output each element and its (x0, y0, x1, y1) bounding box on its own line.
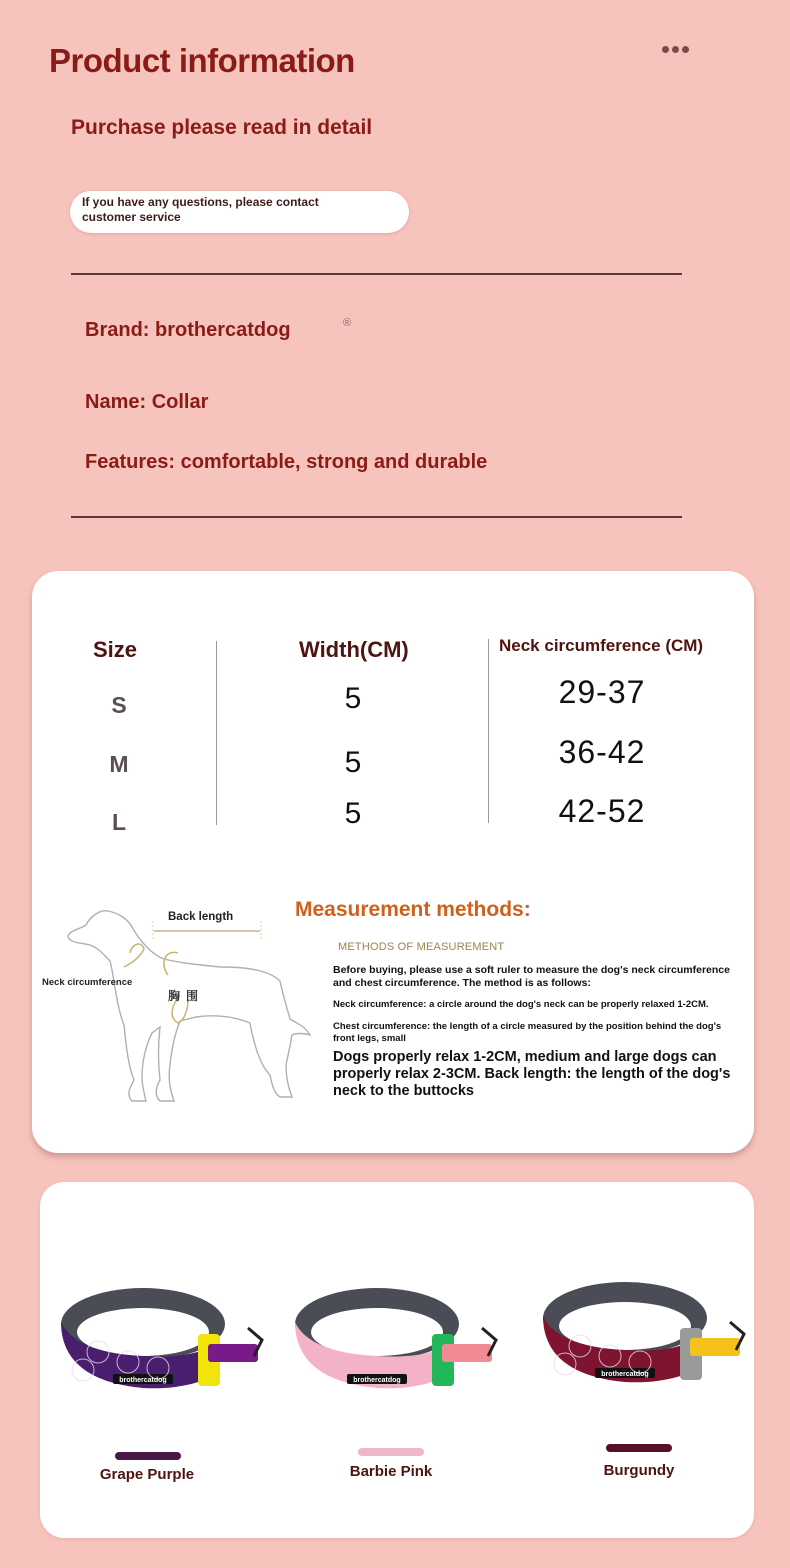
color-swatch (606, 1444, 672, 1452)
neck-cell: 29-37 (558, 674, 646, 710)
neck-cell: 36-42 (558, 734, 646, 770)
measurement-relax: Dogs properly relax 1-2CM, medium and large dogs can properly relax 2-3CM. Back length: the length of the dog's neck to the buttocks (333, 1049, 731, 1099)
chest-circumference-label: 胸围 (168, 989, 205, 1003)
neck-cell: 42-52 (558, 793, 646, 829)
header-size: Size (93, 637, 138, 662)
page-title: Product information (49, 42, 355, 79)
header-width: Width(CM) (299, 637, 409, 662)
neck-arrow (124, 944, 144, 967)
column-divider (216, 641, 217, 825)
divider-bottom (71, 516, 682, 518)
subtitle: Purchase please read in detail (71, 116, 373, 139)
collar-image (58, 1282, 268, 1402)
collar-image (292, 1282, 502, 1402)
collar-image (540, 1276, 750, 1396)
brand-tag: brothercatdog (601, 1371, 649, 1378)
measurement-title: Measurement methods: (295, 898, 531, 921)
neck-circumference-label: Neck circumference (42, 977, 133, 988)
features-line: Features: comfortable, strong and durable (85, 451, 488, 473)
more-dots-icon[interactable] (662, 46, 689, 53)
width-cell: 5 (344, 797, 362, 830)
color-swatch (115, 1452, 181, 1460)
brand-tag: brothercatdog (353, 1377, 401, 1384)
back-length-label: Back length (168, 911, 234, 923)
measurement-chest: Chest circumference: the length of a circle measured by the position behind the dog's front legs, small (333, 1021, 722, 1044)
measurement-neck: Neck circumference: a circle around the dog's neck can be properly relaxed 1-2CM. (333, 999, 709, 1010)
registered-mark: ® (343, 317, 352, 329)
width-cell: 5 (344, 746, 362, 779)
header-neck: Neck circumference (CM) (499, 636, 704, 655)
dog-outline-diagram (60, 905, 320, 1120)
column-divider (488, 639, 489, 823)
size-cell: M (109, 751, 129, 777)
color-swatch (358, 1448, 424, 1456)
size-cell: L (111, 809, 127, 835)
name-line: Name: Collar (85, 391, 209, 413)
contact-note[interactable] (70, 191, 409, 233)
color-name: Barbie Pink (349, 1463, 433, 1480)
color-name: Burgundy (603, 1462, 675, 1479)
color-name: Grape Purple (99, 1466, 195, 1483)
size-cell: S (111, 692, 127, 718)
measurement-subtitle: METHODS OF MEASUREMENT (338, 941, 505, 953)
dog-outline (68, 911, 310, 1101)
brand-tag: brothercatdog (119, 1377, 167, 1384)
contact-note-text: If you have any questions, please contact customer service (82, 195, 319, 224)
divider-top (71, 273, 682, 275)
width-cell: 5 (344, 682, 362, 715)
measurement-intro: Before buying, please use a soft ruler to measure the dog's neck circumference and chest circumference. The method is as follows: (333, 964, 730, 989)
brand-line: Brand: brothercatdog (85, 319, 291, 341)
